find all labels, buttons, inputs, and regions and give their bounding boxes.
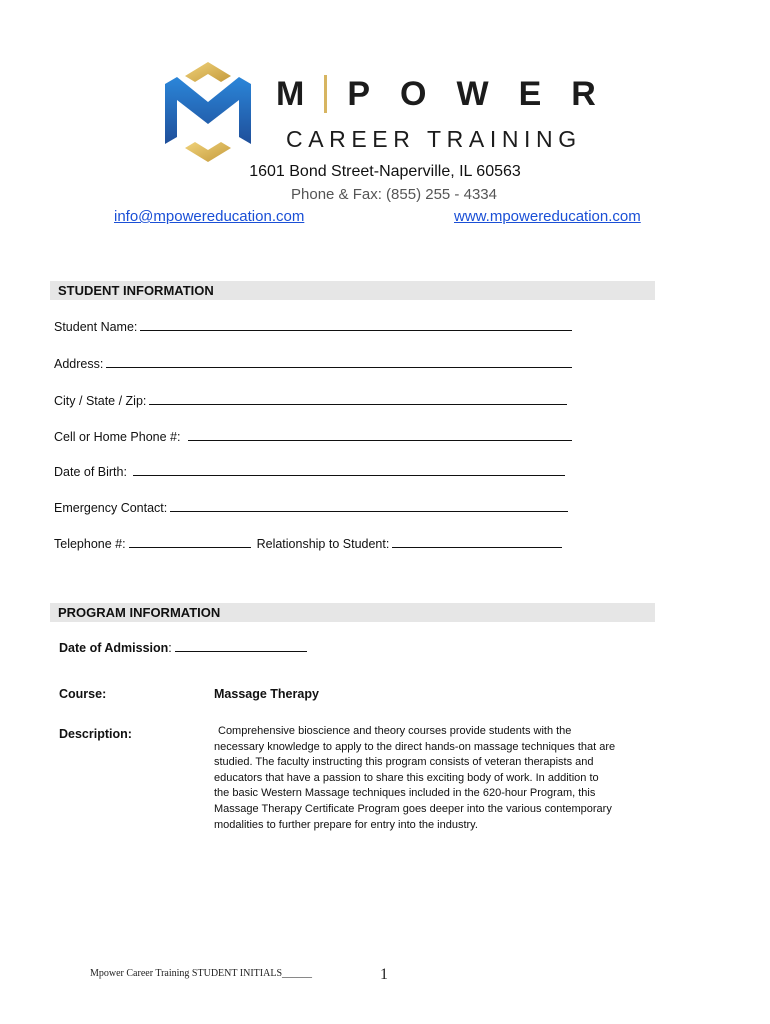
- emergency-contact-line[interactable]: [170, 510, 568, 512]
- description-line: educators that have a passion to share this exciting body of work. In addition to: [214, 771, 599, 784]
- course-value: Massage Therapy: [214, 687, 319, 701]
- course-description: [214, 724, 644, 833]
- telephone-relationship-row: [54, 537, 562, 551]
- city-state-zip-line[interactable]: [149, 403, 567, 405]
- date-of-admission-label: Date of Admission: [59, 641, 169, 655]
- date-of-admission-field[interactable]: Date of Admission:: [59, 641, 307, 655]
- school-phone: Phone & Fax: (855) 255 - 4334: [291, 186, 497, 203]
- city-state-zip-field[interactable]: [54, 394, 567, 408]
- brand-letter: W: [456, 74, 489, 113]
- emergency-contact-field[interactable]: [54, 501, 568, 515]
- email-link[interactable]: info@mpowereducation.com: [114, 208, 305, 225]
- brand-wordmark: [276, 74, 596, 114]
- address-label: Address:: [54, 357, 104, 371]
- description-line: necessary knowledge to apply to the direct hands-on massage techniques that are: [214, 740, 616, 753]
- phone-field[interactable]: [54, 430, 572, 444]
- brand-subtitle: CAREER TRAINING: [286, 126, 582, 152]
- student-name-field[interactable]: [54, 320, 572, 334]
- description-label: Description:: [59, 727, 132, 741]
- program-info-heading: PROGRAM INFORMATION: [50, 603, 655, 622]
- address-field[interactable]: [54, 357, 572, 371]
- brand-letter: O: [400, 74, 427, 113]
- website-link[interactable]: www.mpowereducation.com: [454, 208, 641, 225]
- student-name-line[interactable]: [140, 329, 572, 331]
- date-of-admission-line[interactable]: [175, 650, 307, 652]
- course-label: Course:: [59, 687, 107, 701]
- description-line: Comprehensive bioscience and theory courses provide students with the: [218, 725, 572, 737]
- brand-letter: E: [518, 74, 542, 113]
- relationship-line[interactable]: [392, 546, 562, 548]
- dob-label: Date of Birth:: [54, 465, 127, 479]
- phone-line[interactable]: [188, 439, 572, 441]
- description-line: studied. The faculty instructing this program consists of veteran therapists and: [214, 756, 594, 769]
- address-line[interactable]: [106, 366, 572, 368]
- emergency-contact-label: Emergency Contact:: [54, 501, 168, 515]
- student-name-label: Student Name:: [54, 320, 138, 334]
- city-state-zip-label: City / State / Zip:: [54, 394, 147, 408]
- brand-divider: [324, 75, 327, 113]
- dob-field[interactable]: [54, 465, 565, 479]
- description-line: Massage Therapy Certificate Program goes deeper into the various contemporary: [214, 802, 612, 815]
- telephone-label: Telephone #:: [54, 537, 126, 551]
- page-number: 1: [380, 966, 388, 983]
- brand-letter: P: [347, 74, 371, 113]
- footer-initials: Mpower Career Training STUDENT INITIALS______: [90, 968, 313, 979]
- dob-line[interactable]: [133, 474, 565, 476]
- description-line: the basic Western Massage techniques included in the 620-hour Program, this: [214, 787, 596, 800]
- phone-label: Cell or Home Phone #:: [54, 430, 181, 444]
- description-line: modalities to further prepare for entry into the industry.: [214, 818, 478, 831]
- brand-letter: M: [276, 74, 305, 113]
- mpower-logo-icon: [163, 58, 253, 166]
- student-info-heading: STUDENT INFORMATION: [50, 281, 655, 300]
- school-address: 1601 Bond Street-Naperville, IL 60563: [249, 163, 521, 180]
- telephone-line[interactable]: [129, 546, 251, 548]
- brand-letter: R: [571, 74, 596, 113]
- relationship-label: Relationship to Student:: [256, 537, 390, 551]
